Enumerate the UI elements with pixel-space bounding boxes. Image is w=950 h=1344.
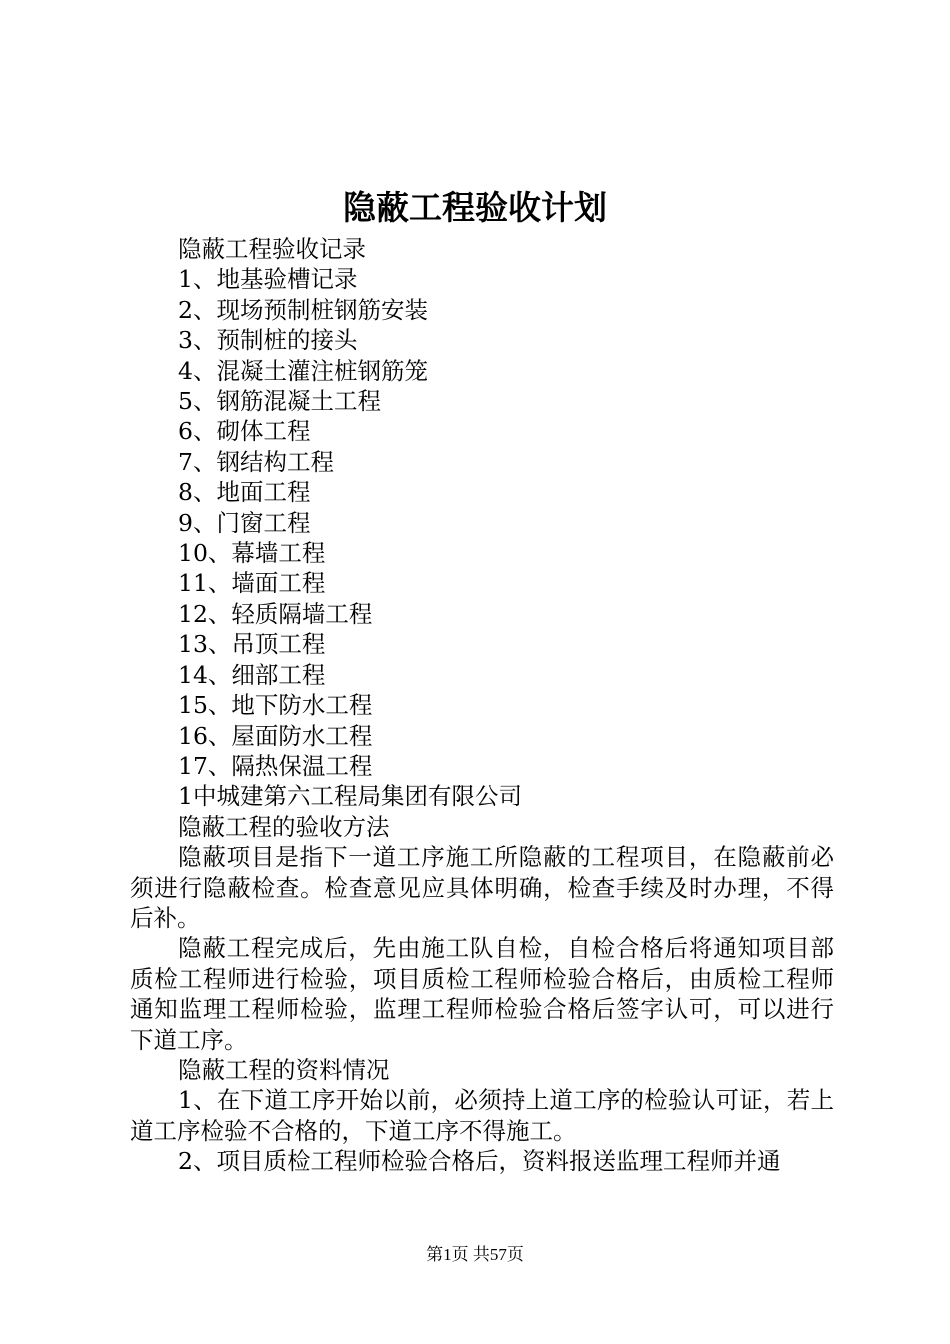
section-heading-record: 隐蔽工程验收记录	[178, 235, 366, 263]
list-item: 15、地下防水工程	[178, 691, 373, 720]
section-heading-material: 隐蔽工程的资料情况	[178, 1055, 390, 1084]
list-item: 11、墙面工程	[178, 569, 326, 598]
list-item: 6、砌体工程	[178, 417, 311, 446]
document-title: 隐蔽工程验收计划	[343, 188, 607, 227]
section-heading-method: 隐蔽工程的验收方法	[178, 812, 390, 841]
list-item: 17、隔热保温工程	[178, 751, 373, 780]
list-item: 10、幕墙工程	[178, 539, 326, 568]
company-line: 1中城建第六工程局集团有限公司	[178, 782, 522, 811]
list-item: 9、门窗工程	[178, 508, 311, 537]
list-item: 5、钢筋混凝土工程	[178, 387, 381, 416]
list-item: 1、地基验槽记录	[178, 265, 358, 294]
inspection-item-list	[130, 264, 834, 781]
method-paragraph: 隐蔽项目是指下一道工序施工所隐蔽的工程项目，在隐蔽前必须进行隐蔽检查。检查意见应具体明确，检查手续及时办理，不得后补。	[130, 843, 834, 932]
material-paragraph: 1、在下道工序开始以前，必须持上道工序的检验认可证，若上道工序检验不合格的，下道工序不得施工。	[130, 1086, 834, 1145]
page-number-footer: 第1页 共57页	[426, 1245, 524, 1264]
list-item: 7、钢结构工程	[178, 447, 334, 476]
list-item: 13、吊顶工程	[178, 630, 326, 659]
list-item: 16、屋面防水工程	[178, 721, 373, 750]
list-item: 3、预制桩的接头	[178, 326, 358, 355]
list-item: 12、轻质隔墙工程	[178, 599, 373, 628]
document-body	[130, 234, 834, 1177]
method-paragraph: 隐蔽工程完成后，先由施工队自检，自检合格后将通知项目部质检工程师进行检验，项目质检工程师检验合格后，由质检工程师通知监理工程师检验，监理工程师检验合格后签字认可，可以进行下道工序。	[130, 934, 834, 1054]
list-item: 14、细部工程	[178, 660, 326, 689]
list-item: 4、混凝土灌注桩钢筋笼	[178, 356, 428, 385]
list-item: 8、地面工程	[178, 478, 311, 507]
list-item: 2、现场预制桩钢筋安装	[178, 295, 428, 324]
material-paragraph: 2、项目质检工程师检验合格后，资料报送监理工程师并通	[178, 1147, 781, 1176]
